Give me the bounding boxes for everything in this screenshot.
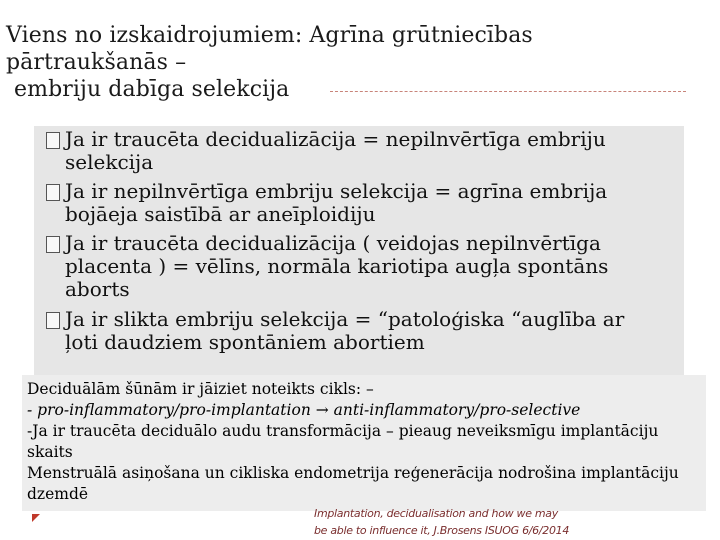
title-divider <box>330 91 686 92</box>
citation-line: Implantation, decidualisation and how we may <box>314 507 558 520</box>
title-line-3: embriju dabīga selekcija <box>14 77 290 102</box>
bullet-line: bojāeja saistībā ar aneīploidiju <box>65 202 376 226</box>
checkbox-bullet-icon <box>46 184 60 201</box>
bullet-item <box>46 128 676 174</box>
bullet-line: Ja ir nepilnvērtīga embriju selekcija = agrīna embrija <box>65 179 608 203</box>
bullet-item <box>46 232 676 301</box>
bullet-line: selekcija <box>65 150 154 174</box>
note-line: skaits <box>27 443 73 461</box>
bullet-line: Ja ir slikta embriju selekcija = “patoloģiska “auglība ar <box>65 307 625 331</box>
title-line-1: Viens no izskaidrojumiem: Agrīna grūtniecības <box>6 23 533 48</box>
bullet-item <box>46 180 676 226</box>
bullet-line: aborts <box>65 277 130 301</box>
note-line: -Ja ir traucēta deciduālo audu transformācija – pieaug neveiksmīgu implantāciju <box>27 422 659 440</box>
note-line: - pro-inflammatory/pro-implantation → anti-inflammatory/pro-selective <box>27 401 581 419</box>
bullet-line: ļoti daudziem spontāniem abortiem <box>65 330 425 354</box>
bullet-line: Ja ir traucēta decidualizācija ( veidojas nepilnvērtīga <box>65 231 601 255</box>
info-note-box <box>22 375 706 511</box>
citation-line: be able to influence it, J.Brosens ISUOG 6/6/2014 <box>314 524 570 537</box>
note-line: Menstruālā asiņošana un cikliska endometrija reģenerācija nodrošina implantāciju <box>27 464 679 482</box>
checkbox-bullet-icon <box>46 236 60 253</box>
note-line: dzemdē <box>27 485 89 503</box>
note-line: Deciduālām šūnām ir jāiziet noteikts cikls: – <box>27 380 374 398</box>
bullet-line: placenta ) = vēlīns, normāla kariotipa augļa spontāns <box>65 254 609 278</box>
title-line-2: pārtraukšanās – <box>6 50 187 75</box>
bullet-item <box>46 308 676 354</box>
checkbox-bullet-icon <box>46 132 60 149</box>
citation-footer <box>314 505 694 539</box>
checkbox-bullet-icon <box>46 312 60 329</box>
corner-arrow-icon <box>32 514 40 522</box>
bullet-list <box>34 126 684 376</box>
bullet-line: Ja ir traucēta decidualizācija = nepilnvērtīga embriju <box>65 127 606 151</box>
